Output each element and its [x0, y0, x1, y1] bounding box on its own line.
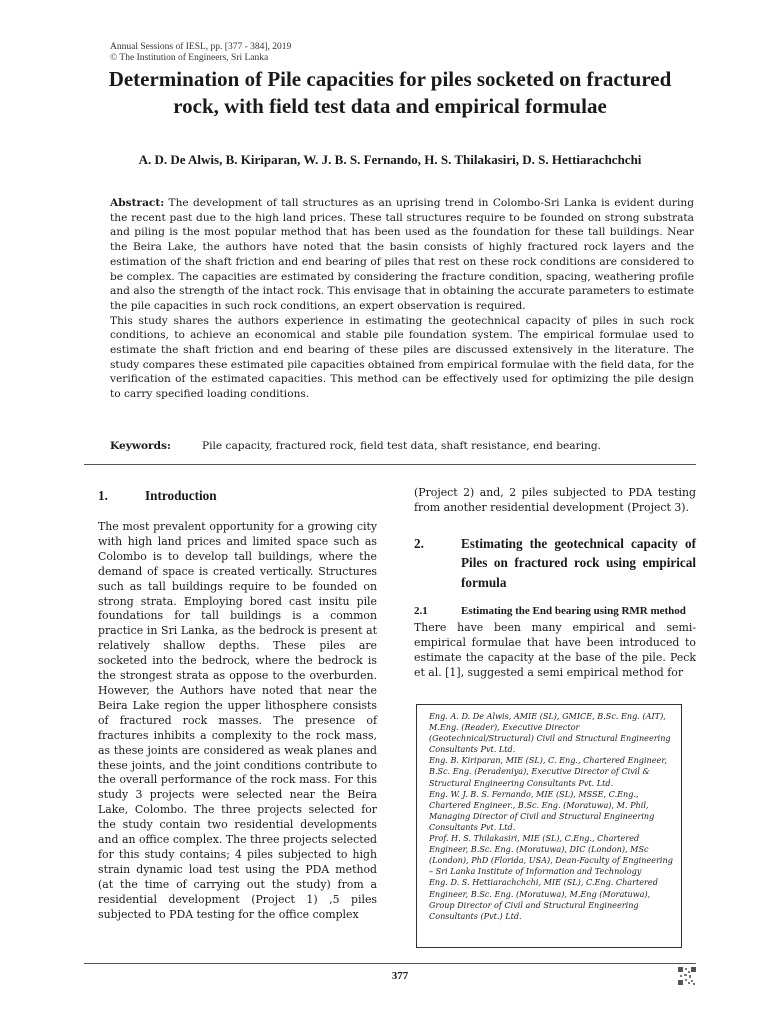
- right-column: [414, 486, 696, 681]
- left-column: [98, 486, 377, 922]
- section-number: 1.: [98, 488, 108, 503]
- top-divider: [84, 464, 696, 465]
- bottom-divider: [84, 963, 696, 964]
- abstract-text-1: The development of tall structures as an uprising trend in Colombo-Sri Lanka is evident during the recent past due to the high land prices. These tall structures require to be founded on strong substrata and piling is the most popular method that has been used as the foundation for these tall buildings. Near the Beira Lake, the authors have noted that the basin consists of highly fractured rock layers and the estimation of the shaft friction and end bearing of piles that rest on these rock conditions are considered to be complex. The capacities are estimated by considering the fracture condition, spacing, weathering profile and also the strength of the intact rock. This envisage that in obtaining the accurate parameters to estimate the pile capacities in such rock conditions, an expert observation is required.: [110, 197, 694, 312]
- author-list: A. D. De Alwis, B. Kiriparan, W. J. B. S. Fernando, H. S. Thilakasiri, D. S. Hettiarachchchi: [138, 152, 642, 167]
- section-heading-estimating: [414, 534, 696, 593]
- journal-header: Annual Sessions of IESL, pp. [377 - 384], 2019: [110, 42, 292, 52]
- section2-text: There have been many empirical and semi-empirical formulae that have been introduced to estimate the capacity at the base of the pile. Peck et al. [1], suggested a semi empirical method for: [414, 621, 696, 680]
- section-heading-introduction: [98, 488, 377, 504]
- affiliation-item: Eng. A. D. De Alwis, AMIE (SL), GMICE, B.Sc. Eng. (AIT), M.Eng. (Reader), Executive Director (Geotechnical/Structural) Civil and Structural Engineering Consultants Pvt. Ltd.: [429, 711, 671, 755]
- subsection-title: Estimating the End bearing using RMR method: [461, 605, 686, 618]
- abstract-label: Abstract:: [110, 197, 165, 209]
- subsection-heading: [414, 604, 696, 618]
- abstract-paragraph-2: This study shares the authors experience in estimating the geotechnical capacity of piles in such rock conditions, to achieve an economical and stable pile foundation system. The empirical formulae used to estimate the shaft friction and end bearing of these piles are discussed extensively in the literature. The study compares these estimated pile capacities obtained from empirical formulae with the field data, for the verification of the estimated capacities. This method can be effectively used for optimizing the pile design to carry specified loading conditions.: [110, 314, 694, 401]
- affiliation-item: Eng. D. S. Hettiarachchchi, MIE (SL), C.Eng. Chartered Engineer, B.Sc. Eng. (Moratuwa), M.Eng (Moratuwa), Group Director of Civil and Structural Engineering Consultants (Pvt.) Ltd.: [429, 877, 658, 921]
- abstract-paragraph-1: [110, 196, 694, 314]
- introduction-text: The most prevalent opportunity for a growing city with high land prices and limited space such as Colombo is to develop tall buildings, where the demand of space is created vertically. Structures such as tall buildings require to be founded on strong strata. Employing bored cast insitu pile foundations for tall buildings is a common practice in Sri Lanka, as the bedrock is present at relatively shallow depths. These piles are socketed into the bedrock, where the bedrock is the strongest strata as oppose to the overburden. However, the Authors have noted that near the Beira Lake region the upper lithosphere consists of fractured rock masses. The presence of fractures inhibits a complexity to the rock mass, as these joints are considered as weak planes and these joints, and the joint conditions contribute to the overall performance of the rock mass. For this study 3 projects were selected near the Beira Lake, Colombo. The three projects selected for the study contain two residential developments and an office complex. The three projects selected for this study contains; 4 piles subjected to high strain dynamic load test using the PDA method (at the time of carrying out the study) from a residential development (Project 1) ,5 piles subjected to PDA testing for the office complex: [98, 520, 377, 921]
- section-title: Estimating the geotechnical capacity of Piles on fractured rock using empirical formula: [461, 535, 696, 590]
- affiliation-item: Prof. H. S. Thilakasiri, MIE (SL), C.Eng., Chartered Engineer, B.Sc. Eng. (Moratuwa), DIC (London), MSc (London), PhD (Florida, USA), Dean-Faculty of Engineering – Sri Lanka Institute of Information and Technology: [429, 833, 673, 877]
- introduction-continued-text: (Project 2) and, 2 piles subjected to PDA testing from another residential development (Project 3).: [414, 486, 696, 514]
- subsection-number: 2.1: [414, 605, 428, 618]
- section-title: Introduction: [145, 488, 217, 503]
- paper-title: Determination of Pile capacities for piles socketed on fractured rock, with field test data and empirical formulae: [108, 67, 672, 118]
- affiliation-item: Eng. W. J. B. S. Fernando, MIE (SL), MSSE, C.Eng., Chartered Engineer., B.Sc. Eng. (Moratuwa), M. Phil, Managing Director of Civil and Structural Engineering Consultants Pvt. Ltd.: [429, 788, 655, 832]
- qr-code-icon: [678, 967, 696, 985]
- affiliations-box: [416, 704, 682, 948]
- abstract: [110, 196, 694, 402]
- copyright-line: © The Institution of Engineers, Sri Lanka: [110, 53, 269, 63]
- section-number: 2.: [414, 535, 424, 551]
- keywords-label: Keywords:: [110, 440, 171, 452]
- affiliation-item: Eng. B. Kiriparan, MIE (SL), C. Eng., Chartered Engineer, B.Sc. Eng. (Peradeniya), Executive Director of Civil & Structural Engineering Consultants Pvt. Ltd.: [429, 755, 667, 788]
- page-number: 377: [391, 970, 409, 982]
- keywords-text: Pile capacity, fractured rock, field test data, shaft resistance, end bearing.: [202, 440, 602, 452]
- keywords: [110, 440, 694, 452]
